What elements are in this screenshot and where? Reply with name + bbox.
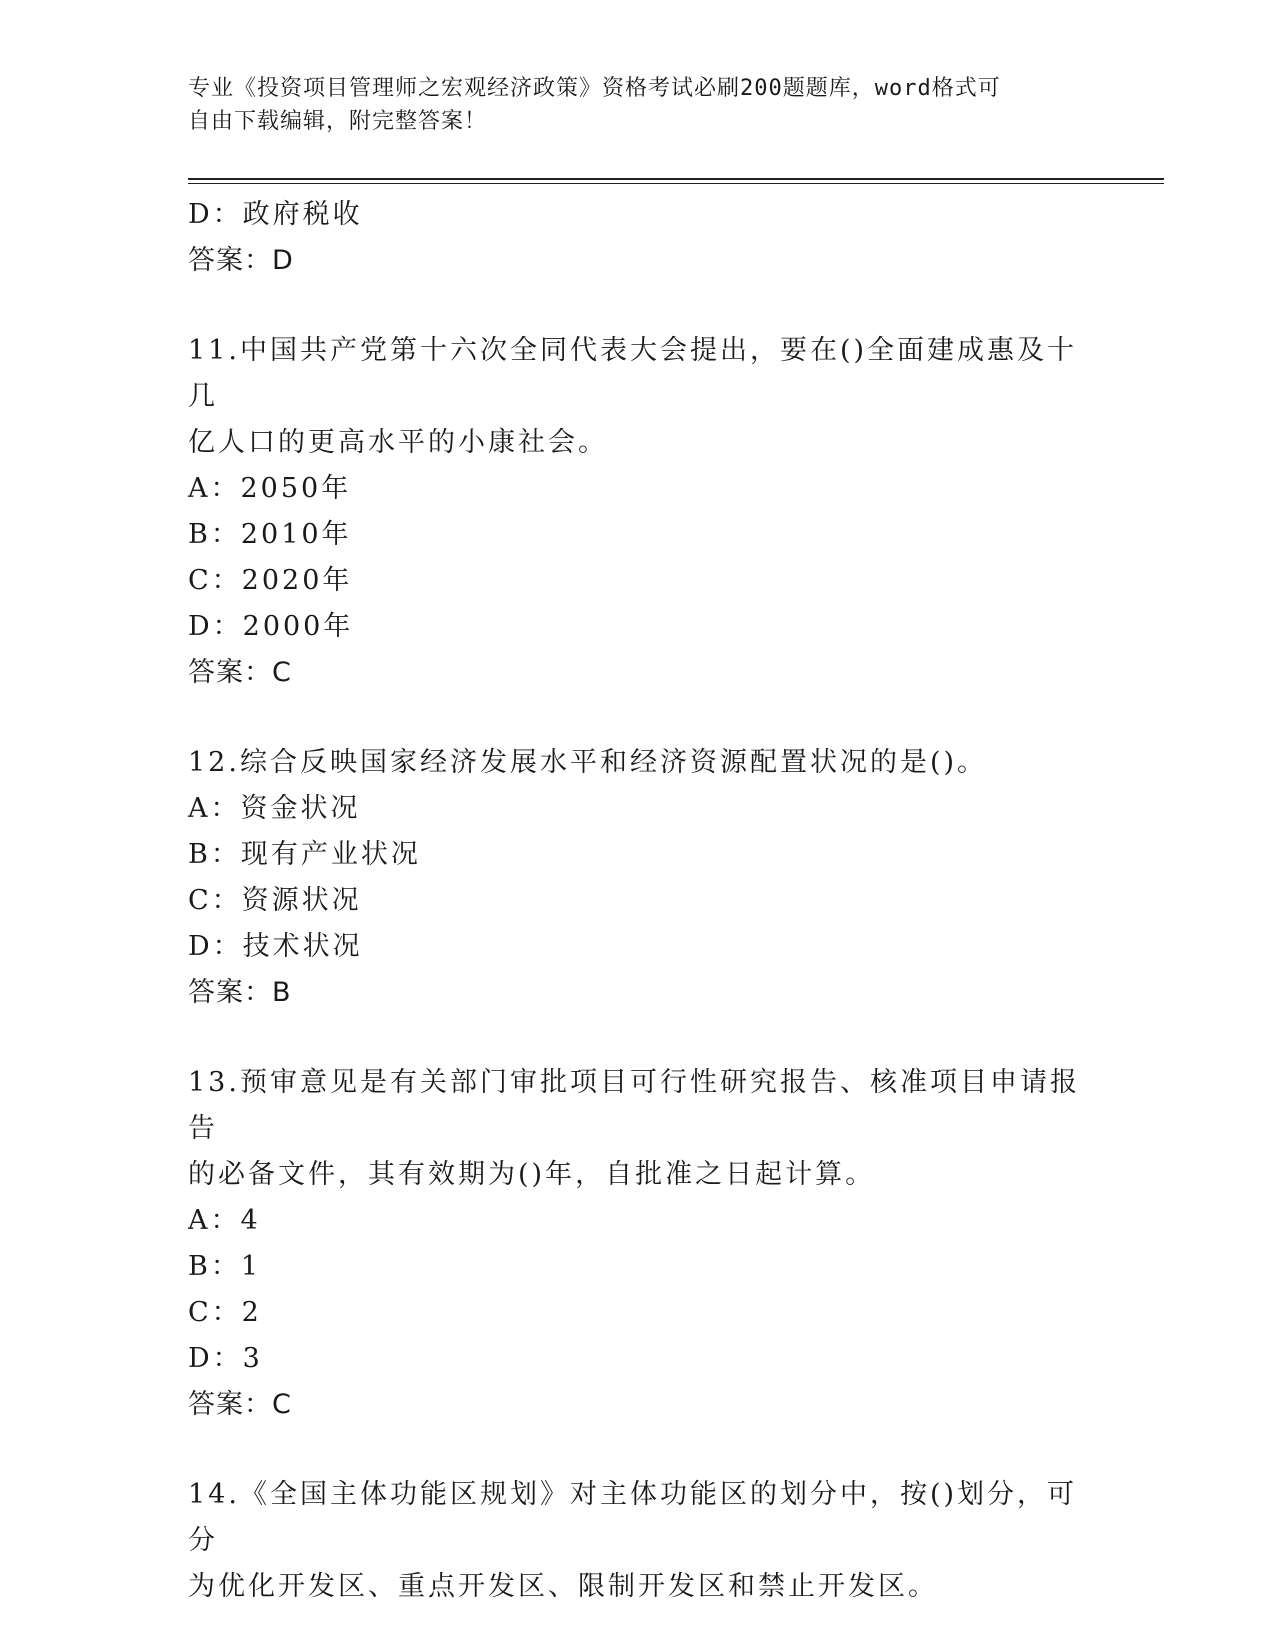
- option-d: D：2000年: [188, 611, 354, 642]
- answer: 答案：B: [188, 977, 292, 1008]
- document-header: [188, 72, 1088, 138]
- answer: 答案：D: [188, 245, 294, 276]
- question-12: [188, 740, 1088, 1016]
- question-list: [188, 192, 1088, 1610]
- option-a: A：资金状况: [188, 793, 361, 824]
- option-d: D：3: [188, 1343, 263, 1374]
- question-13: [188, 1060, 1088, 1428]
- header-divider: [188, 178, 1164, 180]
- question-text-line-1: 13.预审意见是有关部门审批项目可行性研究报告、核准项目申请报告: [188, 1067, 1080, 1144]
- option-c: C：2: [188, 1297, 262, 1328]
- question-text-line-2: 的必备文件，其有效期为()年，自批准之日起计算。: [188, 1159, 876, 1190]
- question-text-line-2: 亿人口的更高水平的小康社会。: [188, 427, 608, 458]
- option-d: D：政府税收: [188, 199, 363, 230]
- option-c: C：资源状况: [188, 885, 362, 916]
- option-a: A：4: [188, 1205, 261, 1236]
- answer: 答案：C: [188, 1389, 292, 1420]
- question-text-line-1: 11.中国共产党第十六次全同代表大会提出，要在()全面建成惠及十几: [188, 335, 1078, 412]
- question-fragment: [188, 192, 1088, 284]
- option-d: D：技术状况: [188, 931, 363, 962]
- header-line-2: 自由下载编辑，附完整答案！: [188, 109, 488, 134]
- question-text-line-2: 为优化开发区、重点开发区、限制开发区和禁止开发区。: [188, 1571, 938, 1602]
- question-text-line-1: 14.《全国主体功能区规划》对主体功能区的划分中，按()划分，可分: [188, 1479, 1078, 1556]
- option-b: B：2010年: [188, 519, 352, 550]
- header-divider-thin: [188, 183, 1164, 184]
- question-text-line-1: 12.综合反映国家经济发展水平和经济资源配置状况的是()。: [188, 747, 988, 778]
- option-c: C：2020年: [188, 565, 353, 596]
- option-a: A：2050年: [188, 473, 352, 504]
- option-b: B：现有产业状况: [188, 839, 421, 870]
- header-line-1: 专业《投资项目管理师之宏观经济政策》资格考试必刷200题题库，word格式可: [188, 76, 1001, 101]
- option-b: B：1: [188, 1251, 262, 1282]
- question-11: [188, 328, 1088, 696]
- answer: 答案：C: [188, 657, 292, 688]
- question-14: [188, 1472, 1088, 1610]
